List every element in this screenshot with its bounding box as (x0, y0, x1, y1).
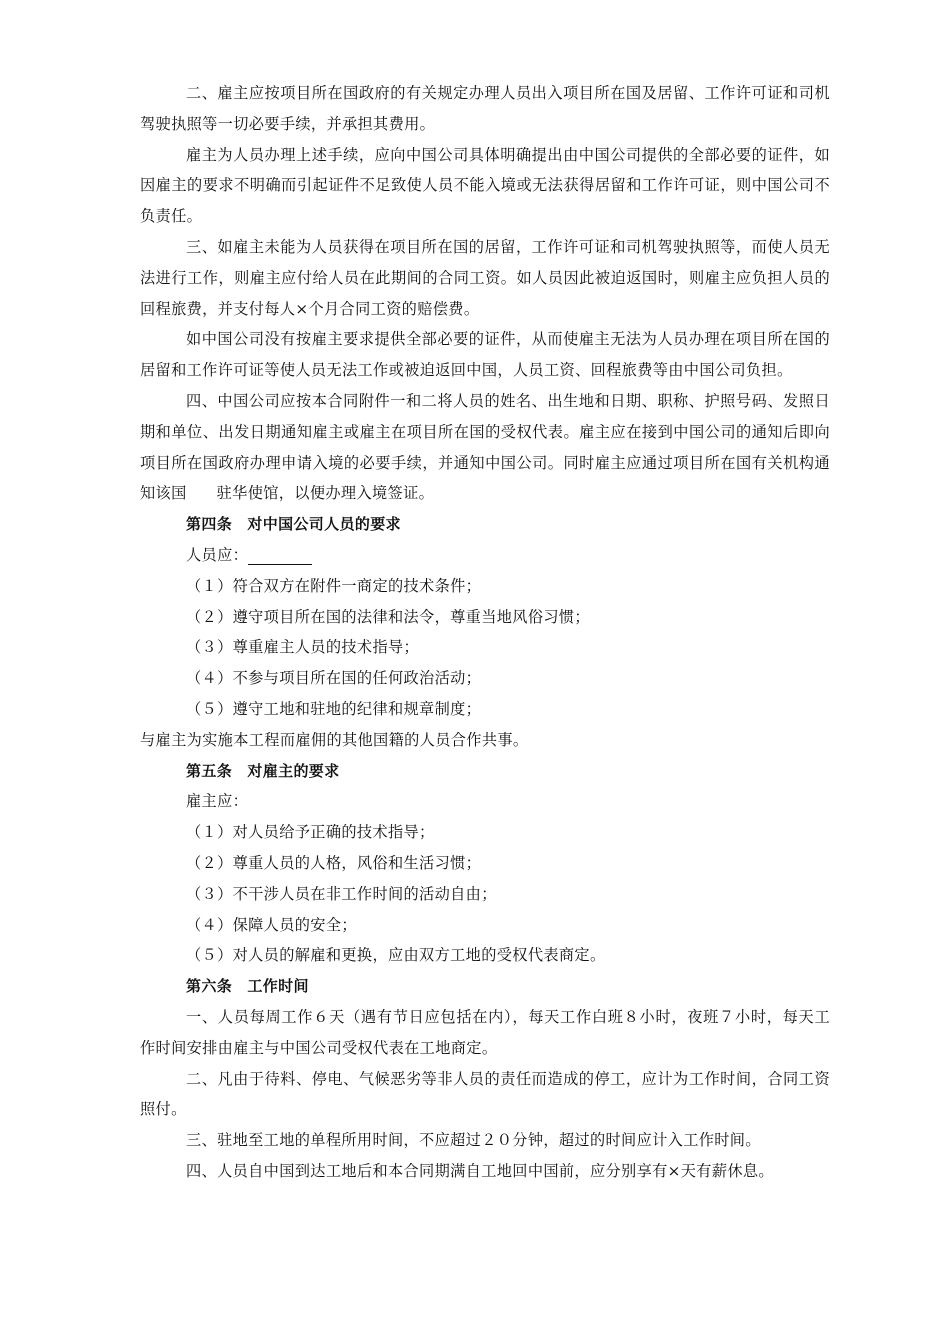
list-item: （４）保障人员的安全； (186, 915, 357, 934)
clause-3-paragraph: 三、如雇主未能为人员获得在项目所在国的居留，工作许可证和司机驾驶执照等，而使人员无法进行工作，则雇主应付给人员在此期间的合同工资。如人员因此被迫返国时，则雇主应负担人员的回程旅费，并支付每人×个月合同工资的赔偿费。 (140, 237, 830, 318)
article-4-heading: 第四条 对中国公司人员的要求 (186, 515, 401, 534)
list-item: （１）对人员给予正确的技术指导； (186, 823, 435, 842)
article-6-heading: 第六条 工作时间 (186, 977, 309, 996)
list-item: （３）尊重雇主人员的技术指导； (186, 638, 420, 657)
clause-2-supplement-paragraph: 雇主为人员办理上述手续，应向中国公司具体明确提出由中国公司提供的全部必要的证件，如因雇主的要求不明确而引起证件不足致使人员不能入境或无法获得居留和工作许可证，则中国公司不负责任。 (140, 145, 830, 226)
list-item: （４）不参与项目所在国的任何政治活动； (186, 669, 482, 688)
article-6-clause-2: 二、凡由于待料、停电、气候恶劣等非人员的责任而造成的停工，应计为工作时间，合同工资照付。 (140, 1069, 830, 1119)
list-item: （５）遵守工地和驻地的纪律和规章制度； (186, 699, 482, 718)
document-body (140, 78, 830, 1187)
clause-4-text-part-2: 驻华使馆，以便办理入境签证。 (216, 484, 435, 503)
article-4-intro (140, 540, 830, 571)
article-6-clause-3: 三、驻地至工地的单程所用时间，不应超过２０分钟，超过的时间应计入工作时间。 (186, 1131, 761, 1150)
article-6-clause-4: 四、人员自中国到达工地后和本合同期满自工地回中国前，应分别享有×天有薪休息。 (186, 1161, 774, 1180)
article-4-intro-text: 人员应： (186, 545, 249, 564)
clause-4-text-part-1: 四、中国公司应按本合同附件一和二将人员的姓名、出生地和日期、职称、护照号码、发照日期和单位、出发日期通知雇主或雇主在项目所在国的受权代表。雇主应在接到中国公司的通知后即向项目所在国政府办理申请入境的必要手续，并通知中国公司。同时雇主应通过项目所在国有关机构通知该国 (140, 391, 830, 503)
clause-3-supplement-paragraph: 如中国公司没有按雇主要求提供全部必要的证件，从而使雇主无法为人员办理在项目所在国的居留和工作许可证等使人员无法工作或被迫返回中国，人员工资、回程旅费等由中国公司负担。 (140, 330, 830, 380)
list-item: （１）符合双方在附件一商定的技术条件； (186, 576, 482, 595)
article-5-intro: 雇主应： (186, 792, 249, 811)
list-item: （２）尊重人员的人格，风俗和生活习惯； (186, 853, 482, 872)
article-6-clause-1: 一、人员每周工作６天（遇有节日应包括在内），每天工作白班８小时，夜班７小时，每天工作时间安排由雇主与中国公司受权代表在工地商定。 (140, 1007, 830, 1057)
article-5-heading: 第五条 对雇主的要求 (186, 761, 340, 780)
clause-4-paragraph (140, 386, 830, 509)
list-item: （５）对人员的解雇和更换，应由双方工地的受权代表商定。 (186, 946, 606, 965)
article-4-closing: 与雇主为实施本工程而雇佣的其他国籍的人员合作共事。 (140, 730, 529, 749)
fill-in-blank (248, 546, 312, 565)
list-item: （２）遵守项目所在国的法律和法令，尊重当地风俗习惯； (186, 607, 590, 626)
clause-2-paragraph: 二、雇主应按项目所在国政府的有关规定办理人员出入项目所在国及居留、工作许可证和司机驾驶执照等一切必要手续，并承担其费用。 (140, 84, 830, 133)
list-item: （３）不干涉人员在非工作时间的活动自由； (186, 884, 497, 903)
